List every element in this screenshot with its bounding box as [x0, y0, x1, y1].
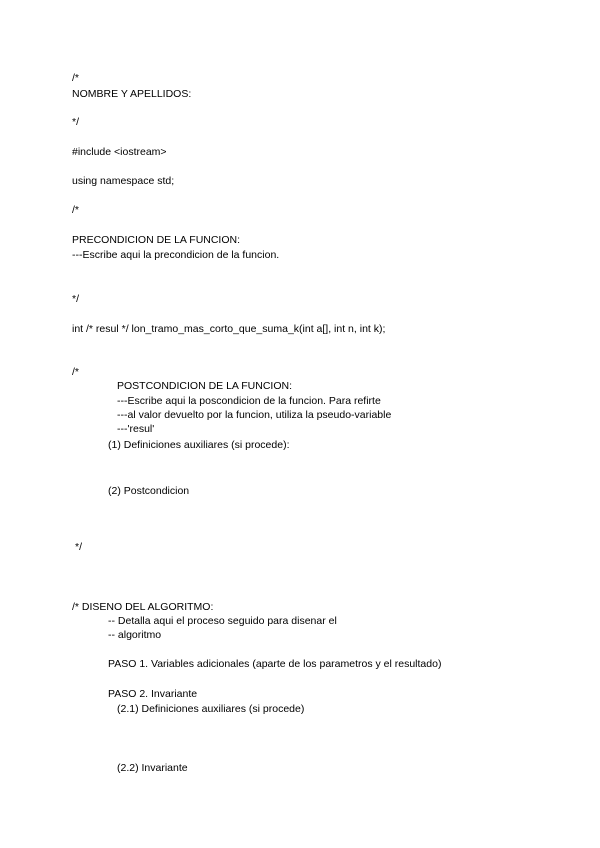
- precondition-heading: PRECONDICION DE LA FUNCION:: [72, 234, 241, 246]
- postcondition-heading: POSTCONDICION DE LA FUNCION:: [117, 380, 293, 392]
- design-heading: /* DISENO DEL ALGORITMO:: [72, 601, 214, 613]
- precondition-text: ---Escribe aqui la precondicion de la funcion.: [72, 249, 280, 261]
- step-2-2: (2.2) Invariante: [117, 762, 188, 774]
- step-1: PASO 1. Variables adicionales (aparte de los parametros y el resultado): [108, 658, 442, 670]
- comment-close: */: [75, 541, 83, 553]
- comment-close: */: [72, 293, 80, 305]
- function-signature: int /* resul */ lon_tramo_mas_corto_que_suma_k(int a[], int n, int k);: [72, 323, 386, 335]
- postcondition-item: (2) Postcondicion: [108, 485, 190, 497]
- name-heading: NOMBRE Y APELLIDOS:: [72, 88, 192, 100]
- postcondition-text: ---al valor devuelto por la funcion, utiliza la pseudo-variable: [117, 409, 392, 421]
- design-text: -- Detalla aqui el proceso seguido para disenar el: [108, 615, 337, 627]
- using-line: using namespace std;: [72, 175, 175, 187]
- comment-open: /*: [72, 204, 80, 216]
- step-2: PASO 2. Invariante: [108, 688, 198, 700]
- include-line: #include <iostream>: [72, 146, 167, 158]
- comment-close: */: [72, 116, 80, 128]
- comment-open: /*: [72, 72, 80, 84]
- comment-open: /*: [72, 366, 80, 378]
- postcondition-text: ---Escribe aqui la poscondicion de la funcion. Para refirte: [117, 395, 381, 407]
- design-text: -- algoritmo: [108, 629, 162, 641]
- postcondition-text: ---'resul': [117, 423, 155, 435]
- aux-definitions-item: (1) Definiciones auxiliares (si procede):: [108, 439, 290, 451]
- step-2-1: (2.1) Definiciones auxiliares (si procede): [117, 703, 305, 715]
